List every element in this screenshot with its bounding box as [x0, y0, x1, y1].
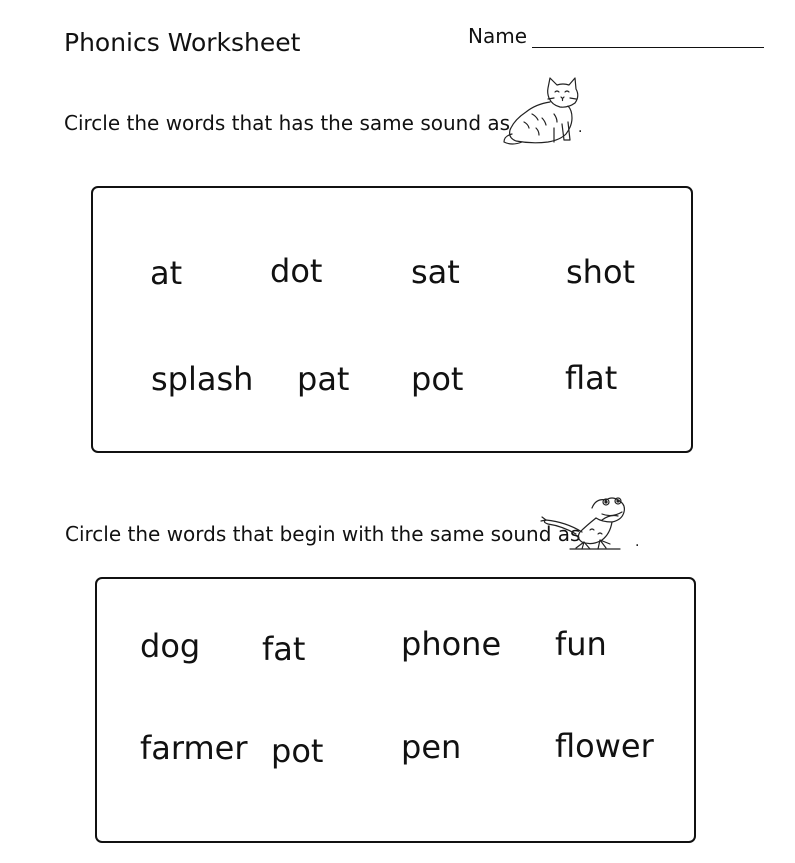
word-option[interactable]: fun	[555, 625, 607, 663]
section1-instruction: Circle the words that has the same sound as	[64, 111, 511, 135]
word-option[interactable]: flat	[565, 359, 618, 397]
word-option[interactable]: pat	[297, 360, 350, 398]
sentence-period: .	[578, 120, 583, 136]
word-option[interactable]: pen	[401, 728, 462, 766]
word-box-1	[91, 186, 693, 453]
word-option[interactable]: at	[150, 254, 183, 292]
frog-icon	[540, 492, 632, 550]
section2-instruction: Circle the words that begin with the same sound as	[65, 522, 581, 546]
word-option[interactable]: dog	[140, 627, 201, 665]
word-option[interactable]: sat	[411, 253, 460, 291]
word-option[interactable]: dot	[270, 252, 323, 290]
word-option[interactable]: fat	[262, 630, 306, 668]
word-box-2	[95, 577, 696, 843]
worksheet-title: Phonics Worksheet	[64, 28, 301, 57]
word-option[interactable]: shot	[566, 253, 636, 291]
word-option[interactable]: flower	[555, 727, 654, 765]
word-option[interactable]: splash	[151, 360, 254, 398]
name-write-line[interactable]	[532, 47, 764, 48]
word-option[interactable]: farmer	[140, 729, 248, 767]
word-option[interactable]: pot	[411, 360, 464, 398]
word-option[interactable]: phone	[401, 625, 502, 663]
word-option[interactable]: pot	[271, 732, 324, 770]
name-label: Name	[468, 24, 528, 48]
sentence-period: .	[635, 534, 640, 550]
cat-icon	[502, 74, 582, 146]
